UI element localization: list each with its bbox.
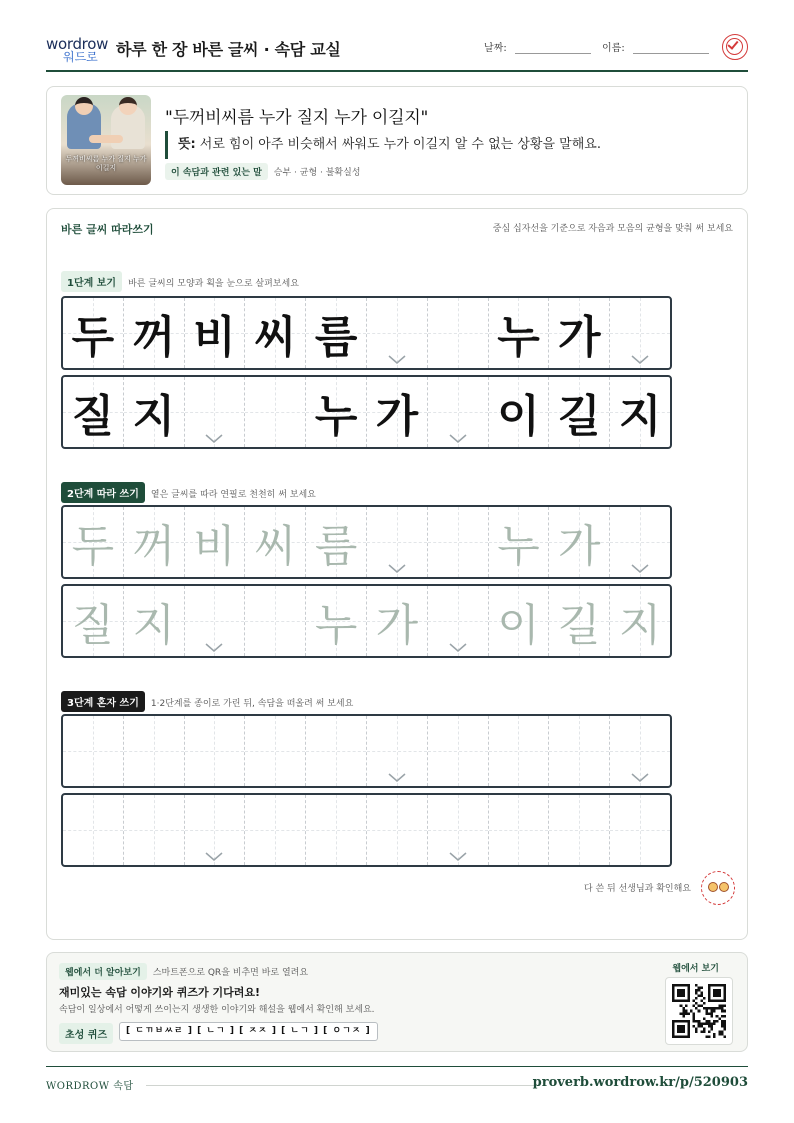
grid-cell[interactable] — [489, 586, 550, 656]
space-mark-icon — [388, 768, 406, 778]
illustration-caption: 두꺼비씨름 누가 질지 누가 이길지 — [65, 155, 147, 172]
grid-cell — [549, 298, 610, 368]
step2-row2[interactable] — [61, 584, 672, 658]
space-mark-icon — [449, 429, 467, 439]
space-mark-icon — [205, 429, 223, 439]
step2-text: 옅은 글씨를 따라 연필로 천천히 써 보세요 — [150, 490, 316, 500]
step1-header — [61, 271, 299, 292]
practice-character: 누 — [314, 391, 358, 442]
space-mark-icon — [631, 768, 649, 778]
grid-cell[interactable] — [367, 716, 428, 786]
footer-brand: WORDROW 속담 — [46, 1081, 134, 1092]
practice-character: 누 — [314, 600, 358, 651]
grid-cell — [185, 377, 246, 447]
grid-cell[interactable] — [306, 795, 367, 865]
web-badge-label: 웹에서 더 알아보기 — [59, 963, 147, 980]
web-badge — [59, 963, 308, 980]
practice-character: 름 — [314, 312, 358, 363]
grid-cell — [306, 298, 367, 368]
grid-cell — [306, 377, 367, 447]
practice-character: 비 — [193, 312, 236, 363]
step3-badge: 3단계 혼자 쓰기 — [61, 691, 145, 712]
grid-cell — [245, 377, 306, 447]
grid-cell[interactable] — [367, 507, 428, 577]
grid-cell[interactable] — [549, 716, 610, 786]
grid-cell — [185, 298, 246, 368]
grid-cell — [610, 298, 670, 368]
grid-cell[interactable] — [245, 795, 306, 865]
web-description: 속담이 일상에서 어떻게 쓰이는지 생생한 이야기와 해설을 웹에서 확인해 보세요. — [59, 1005, 375, 1015]
step3-row2[interactable] — [61, 793, 672, 867]
space-mark-icon — [631, 350, 649, 360]
qr-code-icon[interactable] — [665, 977, 733, 1045]
practice-character: 가 — [558, 521, 601, 572]
space-mark-icon — [449, 847, 467, 857]
logo-text: wordrow — [46, 35, 109, 53]
space-mark-icon — [205, 847, 223, 857]
proverb-info-card — [46, 86, 748, 195]
qr-code-graphic — [672, 984, 726, 1038]
footer-divider — [146, 1085, 536, 1086]
grid-cell — [367, 377, 428, 447]
grid-cell[interactable] — [428, 586, 489, 656]
space-mark-icon — [388, 559, 406, 569]
teacher-check-note: 다 쓴 뒤 선생님과 확인해요 — [583, 884, 691, 894]
date-line — [515, 53, 591, 54]
name-field[interactable] — [602, 39, 709, 54]
web-title: 재미있는 속담 이야기와 퀴즈가 기다려요! — [59, 986, 260, 999]
wordrow-logo — [46, 36, 108, 64]
grid-cell[interactable] — [124, 716, 185, 786]
practice-character: 가 — [375, 600, 419, 651]
meaning-text: 서로 힘이 아주 비슷해서 싸워도 누가 이길지 알 수 없는 상황을 말해요. — [199, 137, 601, 152]
grid-cell[interactable] — [367, 795, 428, 865]
check-stamp-icon — [722, 34, 748, 60]
grid-cell[interactable] — [245, 586, 306, 656]
related-text: 승부 · 균형 · 불확실성 — [273, 168, 361, 178]
grid-cell[interactable] — [428, 716, 489, 786]
step2-row1[interactable] — [61, 505, 672, 579]
footer-url[interactable]: proverb.wordrow.kr/p/520903 — [532, 1075, 748, 1090]
step3-text: 1·2단계를 종이로 가린 뒤, 속담을 떠올려 써 보세요 — [150, 699, 354, 709]
grid-cell[interactable] — [489, 795, 550, 865]
grid-cell[interactable] — [124, 586, 185, 656]
grid-cell[interactable] — [185, 795, 246, 865]
grid-cell[interactable] — [63, 507, 124, 577]
page-header — [46, 28, 748, 72]
page-title: 하루 한 장 바른 글씨 · 속담 교실 — [116, 40, 341, 59]
grid-cell — [124, 298, 185, 368]
practice-character: 꺼 — [132, 312, 175, 363]
grid-cell — [63, 377, 124, 447]
qr-label: 웹에서 보기 — [672, 964, 719, 974]
practice-character: 이 — [497, 391, 540, 442]
web-more-card — [46, 952, 748, 1052]
grid-cell[interactable] — [428, 507, 489, 577]
grid-cell[interactable] — [610, 586, 670, 656]
grid-cell[interactable] — [549, 507, 610, 577]
grid-cell — [124, 377, 185, 447]
proverb-meaning — [165, 131, 601, 159]
teacher-stamp-icon — [701, 871, 735, 905]
practice-character: 질 — [71, 391, 115, 442]
grid-cell[interactable] — [245, 716, 306, 786]
practice-character: 누 — [497, 312, 540, 363]
practice-character: 가 — [558, 312, 601, 363]
step1-row1 — [61, 296, 672, 370]
quiz-label: 초성 퀴즈 — [59, 1023, 113, 1044]
practice-character: 지 — [618, 391, 662, 442]
space-mark-icon — [631, 559, 649, 569]
practice-character: 지 — [618, 600, 662, 651]
practice-character: 길 — [558, 391, 601, 442]
step1-row2 — [61, 375, 672, 449]
proverb-illustration — [61, 95, 151, 185]
step2-header — [61, 482, 316, 503]
grid-cell[interactable] — [306, 507, 367, 577]
practice-character: 지 — [132, 600, 175, 651]
grid-cell[interactable] — [367, 586, 428, 656]
section-title: 바른 글씨 따라쓰기 — [61, 223, 154, 236]
grid-cell[interactable] — [428, 795, 489, 865]
name-line — [633, 53, 709, 54]
space-mark-icon — [449, 638, 467, 648]
practice-character: 누 — [497, 521, 540, 572]
grid-cell[interactable] — [63, 795, 124, 865]
grid-cell[interactable] — [63, 586, 124, 656]
name-label: 이름: — [602, 43, 625, 54]
grid-cell[interactable] — [124, 507, 185, 577]
practice-character: 두 — [71, 312, 115, 363]
step1-text: 바른 글씨의 모양과 획을 눈으로 살펴보세요 — [128, 279, 299, 289]
grid-cell — [428, 298, 489, 368]
step3-header — [61, 691, 353, 712]
related-words — [165, 163, 361, 180]
web-badge-hint: 스마트폰으로 QR을 비추면 바로 열려요 — [152, 968, 309, 978]
step2-badge: 2단계 따라 쓰기 — [61, 482, 145, 503]
grid-cell — [489, 377, 550, 447]
section-hint: 중심 십자선을 기준으로 자음과 모음의 균형을 맞춰 써 보세요 — [492, 224, 733, 234]
practice-character: 씨 — [254, 521, 297, 572]
date-field[interactable] — [484, 39, 591, 54]
practice-character: 두 — [71, 521, 115, 572]
grid-cell[interactable] — [185, 507, 246, 577]
space-mark-icon — [205, 638, 223, 648]
grid-cell[interactable] — [245, 507, 306, 577]
step1-badge: 1단계 보기 — [61, 271, 122, 292]
practice-character: 름 — [314, 521, 358, 572]
grid-cell[interactable] — [489, 716, 550, 786]
grid-cell — [549, 377, 610, 447]
practice-character: 질 — [71, 600, 115, 651]
practice-character: 이 — [497, 600, 540, 651]
grid-cell[interactable] — [489, 507, 550, 577]
grid-cell[interactable] — [549, 586, 610, 656]
grid-cell — [367, 298, 428, 368]
practice-character: 꺼 — [132, 521, 175, 572]
proverb-text: "두꺼비씨름 누가 질지 누가 이길지" — [165, 108, 429, 128]
practice-character: 비 — [193, 521, 236, 572]
date-label: 날짜: — [484, 43, 507, 54]
page-footer — [46, 1066, 748, 1100]
meaning-label: 뜻: — [178, 137, 196, 152]
practice-character: 가 — [375, 391, 419, 442]
grid-cell[interactable] — [306, 716, 367, 786]
grid-cell[interactable] — [63, 716, 124, 786]
practice-character: 길 — [558, 600, 601, 651]
practice-character: 지 — [132, 391, 175, 442]
grid-cell[interactable] — [185, 586, 246, 656]
step3-row1[interactable] — [61, 714, 672, 788]
related-label: 이 속담과 관련 있는 말 — [165, 163, 268, 180]
grid-cell[interactable] — [124, 795, 185, 865]
space-mark-icon — [388, 350, 406, 360]
grid-cell[interactable] — [306, 586, 367, 656]
handwriting-practice-card — [46, 208, 748, 940]
grid-cell[interactable] — [610, 716, 670, 786]
grid-cell — [63, 298, 124, 368]
grid-cell[interactable] — [549, 795, 610, 865]
grid-cell[interactable] — [610, 507, 670, 577]
grid-cell — [428, 377, 489, 447]
grid-cell[interactable] — [610, 795, 670, 865]
grid-cell — [489, 298, 550, 368]
grid-cell — [245, 298, 306, 368]
chosung-quiz: [ ㄷㄲㅂㅆㄹ ] [ ㄴㄱ ] [ ㅈㅈ ] [ ㄴㄱ ] [ ㅇㄱㅈ ] — [119, 1022, 378, 1041]
practice-character: 씨 — [254, 312, 297, 363]
logo-subtext: 워드로 — [63, 50, 98, 64]
grid-cell — [610, 377, 670, 447]
grid-cell[interactable] — [185, 716, 246, 786]
